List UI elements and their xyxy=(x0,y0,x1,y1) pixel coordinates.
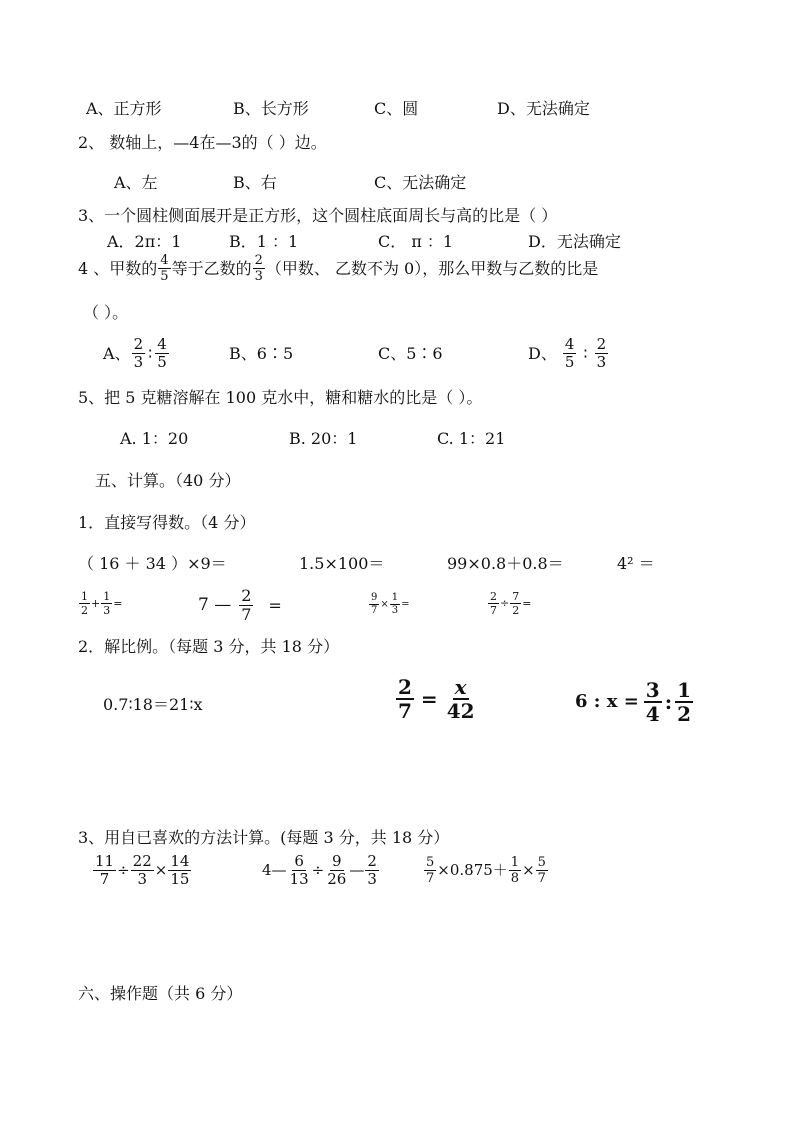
q4-fraction-1 xyxy=(158,254,170,283)
numerator: 2 xyxy=(254,253,263,268)
fraction xyxy=(365,854,379,887)
q4-option-a-fraction-2 xyxy=(155,337,169,370)
ratio-sign: ∶ xyxy=(148,343,153,363)
q4-mid: 等于乙数的 xyxy=(171,258,252,278)
proportion-1: 0.7∶18＝21∶x xyxy=(103,695,203,714)
plus-sign: + xyxy=(91,597,101,610)
numerator: 2 xyxy=(367,852,377,870)
q4-option-d-fraction-2 xyxy=(595,337,609,370)
denominator: 7 xyxy=(398,699,412,723)
lead: 4— xyxy=(262,861,287,879)
denominator: 7 xyxy=(490,604,497,617)
denominator: 7 xyxy=(426,871,435,886)
calc-2-1 xyxy=(78,591,122,616)
numerator: 5 xyxy=(426,855,435,870)
q2-stem: 2、 数轴上，—4在—3的（ ）边。 xyxy=(78,133,327,152)
denominator: 7 xyxy=(371,605,378,616)
denominator: 3 xyxy=(133,353,144,371)
calc-1-3: 99×0.8＋0.8＝ xyxy=(447,554,564,573)
q4-blank-line: （ ）。 xyxy=(83,303,129,322)
numerator: 22 xyxy=(132,852,152,870)
numerator: 1 xyxy=(103,590,111,603)
denominator: 3 xyxy=(367,870,377,888)
denominator: 2 xyxy=(677,702,692,726)
fraction xyxy=(488,591,499,616)
prev-option-d: D、无法确定 xyxy=(497,99,590,118)
part-1-title: 1．直接写得数。（4 分） xyxy=(78,513,256,532)
ratio-sign: ∶ xyxy=(583,343,588,363)
numerator: 1 xyxy=(677,678,692,702)
q4-suffix: （甲数、 乙数不为 0），那么甲数与乙数的比是 xyxy=(265,258,599,278)
q4-option-c: C、5∶6 xyxy=(378,344,443,363)
denominator: 7 xyxy=(241,605,252,624)
q5-option-a: A. 1：20 xyxy=(120,429,189,448)
calc-2-4 xyxy=(487,591,531,616)
fraction xyxy=(288,854,311,887)
section-5-title: 五、计算。（40 分） xyxy=(95,471,241,490)
calc-2-2 xyxy=(198,588,282,623)
times-sign: × xyxy=(380,598,389,610)
times-sign: × xyxy=(154,861,168,879)
calc-3-2 xyxy=(262,854,380,887)
numerator: 14 xyxy=(170,852,190,870)
proportion-2 xyxy=(395,677,478,721)
fraction xyxy=(445,677,477,721)
denominator: 3 xyxy=(391,605,399,616)
q3-option-d: D．无法确定 xyxy=(528,232,621,251)
numerator: 2 xyxy=(398,675,412,699)
numerator: 6 xyxy=(294,852,304,870)
q5-stem: 5、把 5 克糖溶解在 100 克水中，糖和糖水的比是（ ）。 xyxy=(78,388,483,407)
equals-sign: = xyxy=(113,597,123,610)
denominator: 3 xyxy=(103,604,111,617)
q4-option-d xyxy=(528,337,609,370)
q4-prefix: 4 、甲数的 xyxy=(78,258,158,278)
numerator: x xyxy=(454,675,467,699)
numerator: 9 xyxy=(371,592,378,603)
q4-option-d-label: D、 xyxy=(528,343,557,363)
fraction xyxy=(396,677,414,721)
denominator: 42 xyxy=(446,699,475,723)
mid: ×0.875＋ xyxy=(437,861,508,879)
fraction xyxy=(168,854,191,887)
q4-fraction-2 xyxy=(253,254,265,283)
denominator: 7 xyxy=(99,870,110,888)
prev-option-b: B、长方形 xyxy=(233,99,309,118)
numerator: 2 xyxy=(490,590,497,603)
equals-sign: = xyxy=(420,687,438,711)
q4-option-a-fraction-1 xyxy=(132,337,146,370)
q4-option-b: B、6∶5 xyxy=(229,344,294,363)
fraction xyxy=(424,856,436,885)
denominator: 3 xyxy=(254,269,263,284)
q5-option-b: B. 20：1 xyxy=(289,429,358,448)
denominator: 15 xyxy=(170,870,190,888)
denominator: 7 xyxy=(537,871,546,886)
fraction xyxy=(509,856,521,885)
fraction xyxy=(644,680,662,724)
fraction xyxy=(79,591,90,616)
calc-1-1: （ 16 ＋ 34 ）×9＝ xyxy=(78,554,227,573)
numerator: 1 xyxy=(81,590,88,603)
numerator: 11 xyxy=(95,852,115,870)
equals-sign: = xyxy=(268,595,282,615)
ratio-sign: : xyxy=(664,690,673,714)
numerator: 7 xyxy=(512,590,520,603)
fraction xyxy=(536,856,548,885)
numerator: 1 xyxy=(510,855,520,870)
denominator: 26 xyxy=(327,870,347,888)
divide-sign: ÷ xyxy=(117,861,130,879)
numerator: 9 xyxy=(331,852,342,870)
lead: 6 : x = xyxy=(575,691,639,712)
fraction xyxy=(93,854,116,887)
lead: 7 — xyxy=(198,595,232,615)
q4-option-a xyxy=(103,337,170,370)
times-sign: × xyxy=(522,861,535,879)
q4-option-a-label: A、 xyxy=(103,343,131,363)
part-2-title: 2．解比例。（每题 3 分，共 18 分） xyxy=(78,637,340,656)
q5-option-c: C. 1：21 xyxy=(437,429,506,448)
divide-sign: ÷ xyxy=(500,597,510,610)
calc-1-2: 1.5×100＝ xyxy=(299,554,385,573)
calc-1-4: 4² ＝ xyxy=(617,554,655,573)
numerator: 1 xyxy=(391,592,399,603)
denominator: 2 xyxy=(81,604,88,617)
equals-sign: = xyxy=(522,597,532,610)
q4-stem xyxy=(78,254,598,283)
numerator: 3 xyxy=(645,678,660,702)
numerator: 4 xyxy=(160,253,169,268)
fraction xyxy=(239,588,253,623)
q2-option-b: B、右 xyxy=(233,173,277,192)
calc-2-3 xyxy=(368,593,410,616)
numerator: 2 xyxy=(133,335,144,353)
fraction xyxy=(131,854,154,887)
part-3-title: 3、用自已喜欢的方法计算。(每题 3 分，共 18 分） xyxy=(78,828,450,847)
q3-option-b: B．1 ：1 xyxy=(229,232,299,251)
q3-option-a: A．2π：1 xyxy=(107,232,182,251)
q3-option-c: C． π ：1 xyxy=(378,232,454,251)
fraction xyxy=(390,593,400,616)
calc-3-3 xyxy=(423,856,549,885)
denominator: 2 xyxy=(512,604,520,617)
q4-option-d-fraction-1 xyxy=(563,337,577,370)
denominator: 5 xyxy=(157,353,167,371)
q2-option-a: A、左 xyxy=(114,173,158,192)
numerator: 4 xyxy=(564,335,575,353)
denominator: 3 xyxy=(137,870,147,888)
prev-option-c: C、圆 xyxy=(374,99,419,118)
divide-sign: ÷ xyxy=(311,861,325,879)
q2-option-c: C、无法确定 xyxy=(374,173,467,192)
denominator: 5 xyxy=(160,269,169,284)
numerator: 5 xyxy=(537,855,546,870)
denominator: 4 xyxy=(645,702,660,726)
denominator: 8 xyxy=(510,871,520,886)
denominator: 13 xyxy=(289,870,309,888)
fraction xyxy=(101,591,112,616)
fraction xyxy=(325,854,348,887)
numerator: 2 xyxy=(241,586,252,605)
prev-option-a: A、正方形 xyxy=(86,99,162,118)
numerator: 2 xyxy=(596,335,607,353)
calc-3-1 xyxy=(92,854,192,887)
section-6-title: 六、操作题（共 6 分） xyxy=(78,984,243,1003)
proportion-3 xyxy=(575,680,694,724)
fraction xyxy=(369,593,379,616)
fraction xyxy=(510,591,521,616)
fraction xyxy=(675,680,693,724)
denominator: 3 xyxy=(596,353,607,371)
equals-sign: = xyxy=(401,598,410,610)
q3-stem: 3、一个圆柱侧面展开是正方形，这个圆柱底面周长与高的比是（ ） xyxy=(78,206,558,225)
denominator: 5 xyxy=(564,353,575,371)
minus-sign: — xyxy=(349,861,365,879)
numerator: 4 xyxy=(157,335,167,353)
